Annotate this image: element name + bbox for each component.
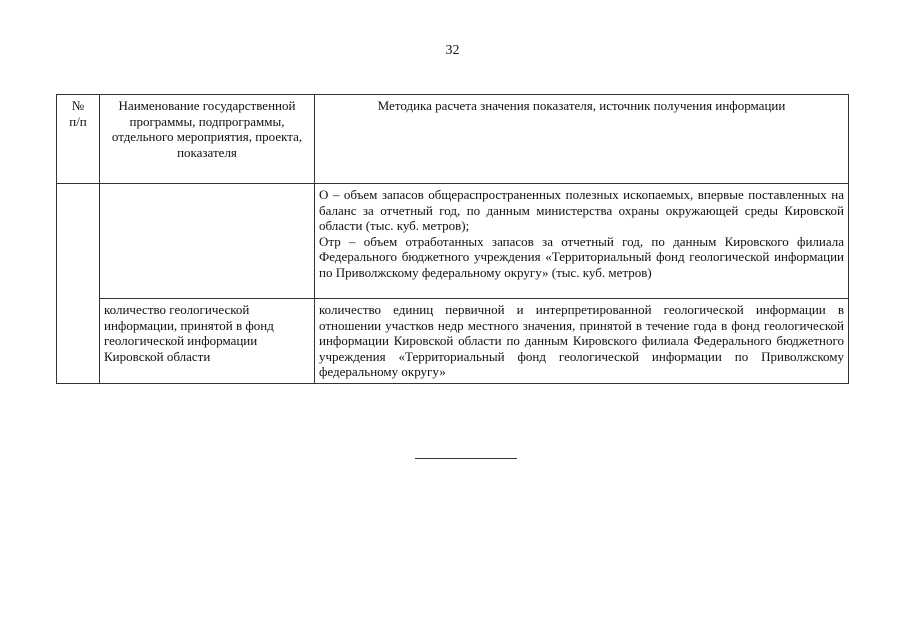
method-paragraph-o: О – объем запасов общераспространенных полезных ископаемых, впервые поставленных на баланс за отчетный год, по данным министерства охраны окружающей среды Кировской области (тыс. куб. метров); xyxy=(319,187,844,233)
table-row xyxy=(57,299,849,384)
header-method: Методика расчета значения показателя, источник получения информации xyxy=(315,95,849,184)
row-number-cell xyxy=(57,184,100,384)
header-number-text: № п/п xyxy=(69,98,87,129)
table-header-row xyxy=(57,95,849,184)
table-row xyxy=(57,184,849,299)
page-number: 32 xyxy=(445,43,460,58)
row-name-cell: количество геологической информации, принятой в фонд геологической информации Кировской области xyxy=(100,299,315,384)
header-name: Наименование государственной программы, подпрограммы, отдельного мероприятия, проекта, показателя xyxy=(100,95,315,184)
row-name-cell xyxy=(100,184,315,299)
method-paragraph-otr: Отр – объем отработанных запасов за отчетный год, по данным Кировского филиала Федерального бюджетного учреждения «Территориальный фонд геологической информации по Приволжскому федеральному округу» (тыс. куб. метров) xyxy=(319,233,844,280)
row-method-cell: количество единиц первичной и интерпретированной геологической информации в отношении участков недр местного значения, принятой в течение года в фонд геологической информации Кировской области по данным Кировского филиала Федерального бюджетного учреждения «Территориальный фонд геологической информации по Приволжскому федеральному округу» xyxy=(315,299,849,384)
indicator-table xyxy=(56,94,849,384)
separator-line xyxy=(415,458,517,459)
header-number xyxy=(57,95,100,184)
row-method-cell xyxy=(315,184,849,299)
